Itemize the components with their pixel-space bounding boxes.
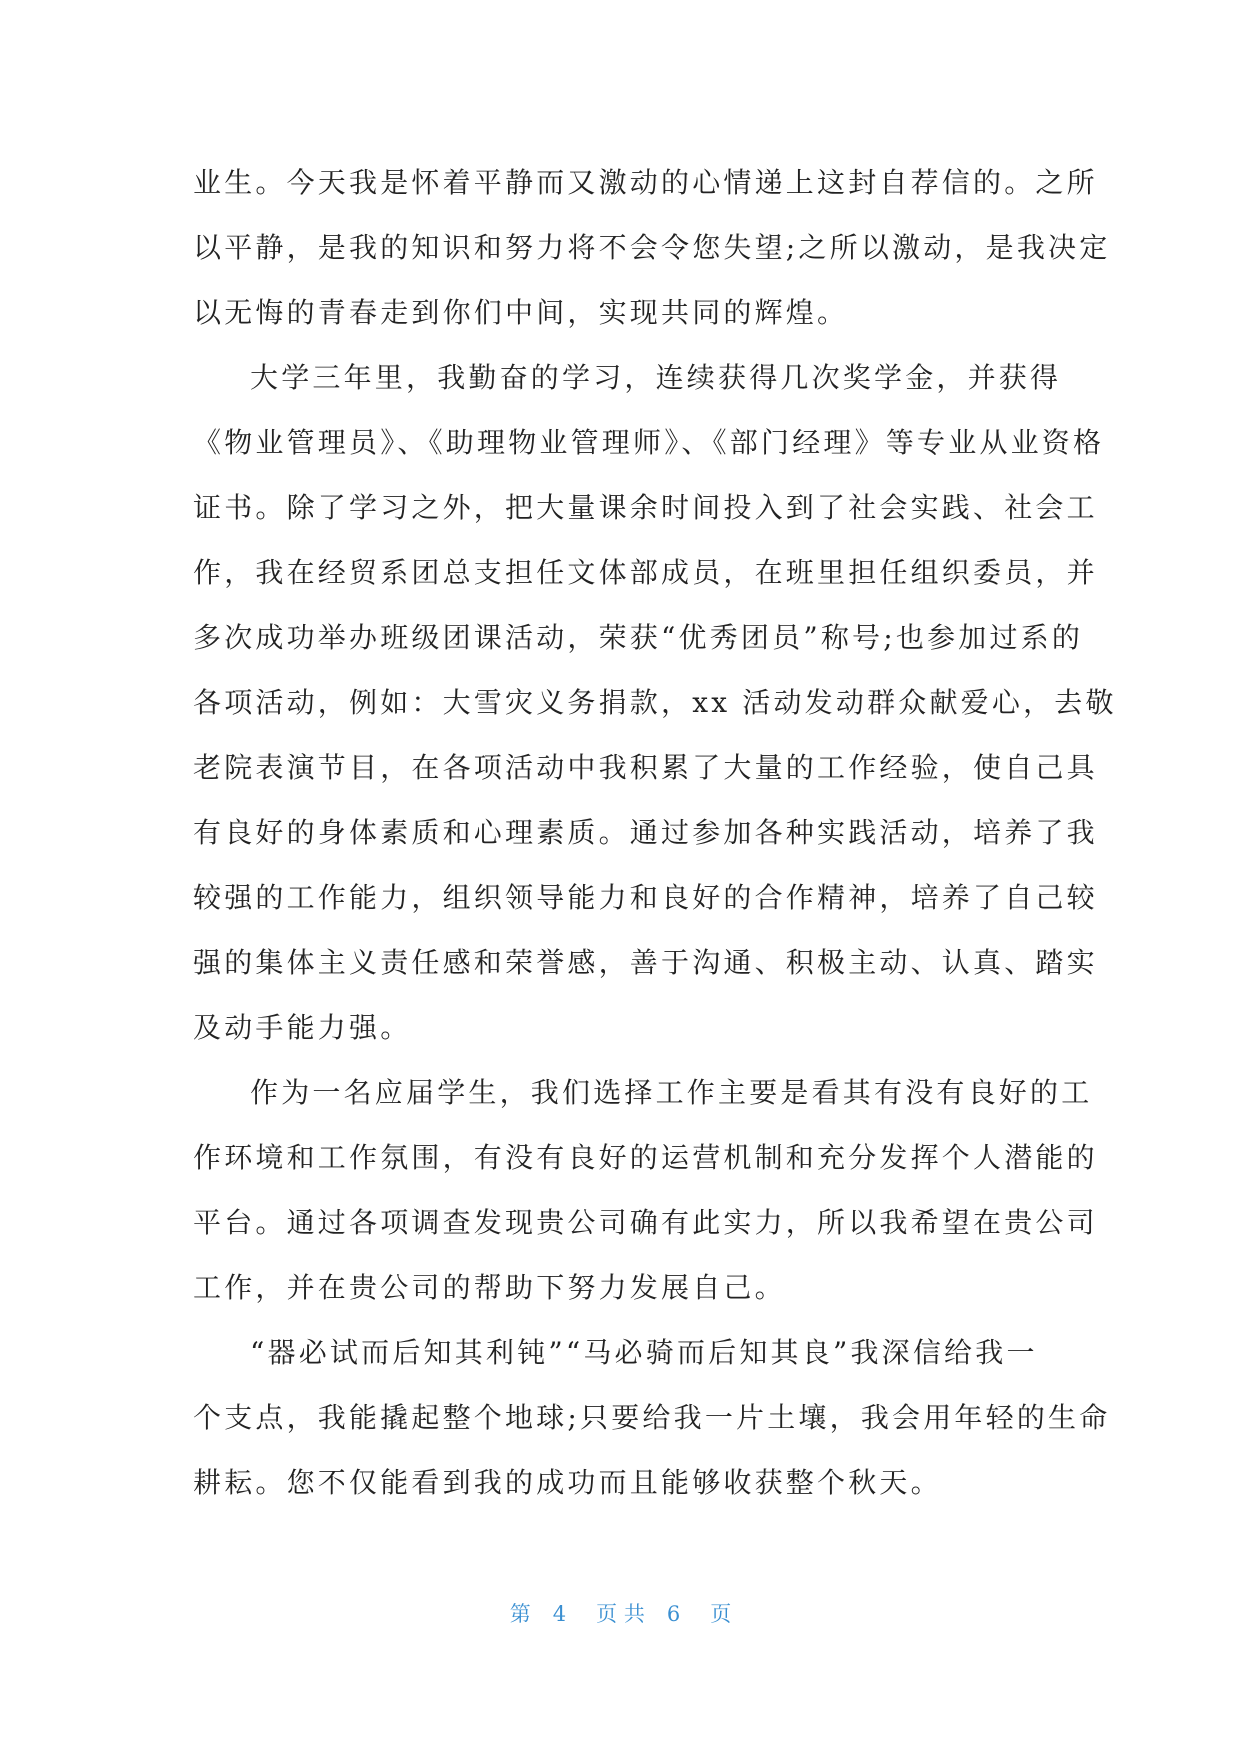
paragraph-line: 较强的工作能力，组织领导能力和良好的合作精神，培养了自己较 xyxy=(193,881,1098,914)
paragraph-line: 作为一名应届学生，我们选择工作主要是看其有没有良好的工 xyxy=(250,1076,1093,1109)
paragraph-line: 业生。今天我是怀着平静而又激动的心情递上这封自荐信的。之所 xyxy=(193,166,1098,199)
paragraph-line: 有良好的身体素质和心理素质。通过参加各种实践活动，培养了我 xyxy=(193,816,1098,849)
footer-page-number: 4 xyxy=(552,1602,567,1626)
paragraph-3 xyxy=(193,1060,1098,1320)
footer-middle: 页 共 xyxy=(596,1602,645,1626)
footer-suffix: 页 xyxy=(710,1602,732,1626)
paragraph-line: 《物业管理员》、《助理物业管理师》、《部门经理》等专业从业资格 xyxy=(193,426,1105,459)
paragraph-line: 及动手能力强。 xyxy=(193,1011,412,1044)
footer-prefix: 第 xyxy=(509,1602,531,1626)
paragraph-line: “器必试而后知其利钝”“马必骑而后知其良”我深信给我一 xyxy=(250,1336,1038,1369)
paragraph-4 xyxy=(193,1320,1111,1515)
page-footer xyxy=(0,1598,1241,1628)
paragraph-line: 证书。除了学习之外，把大量课余时间投入到了社会实践、社会工 xyxy=(193,491,1098,524)
paragraph-line: 强的集体主义责任感和荣誉感，善于沟通、积极主动、认真、踏实 xyxy=(193,946,1098,979)
footer-total-pages: 6 xyxy=(666,1602,681,1626)
paragraph-line: 大学三年里，我勤奋的学习，连续获得几次奖学金，并获得 xyxy=(250,361,1062,394)
paragraph-line: 老院表演节目，在各项活动中我积累了大量的工作经验，使自己具 xyxy=(193,751,1098,784)
paragraph-line: 各项活动，例如：大雪灾义务捐款，xx 活动发动群众献爱心，去敬 xyxy=(193,686,1117,719)
paragraph-1 xyxy=(193,150,1111,345)
paragraph-line: 作环境和工作氛围，有没有良好的运营机制和充分发挥个人潜能的 xyxy=(193,1141,1098,1174)
paragraph-line: 工作，并在贵公司的帮助下努力发展自己。 xyxy=(193,1271,786,1304)
paragraph-line: 以无悔的青春走到你们中间，实现共同的辉煌。 xyxy=(193,296,849,329)
paragraph-line: 平台。通过各项调查发现贵公司确有此实力，所以我希望在贵公司 xyxy=(193,1206,1098,1239)
document-body xyxy=(193,150,1117,1515)
paragraph-2 xyxy=(193,345,1117,1060)
paragraph-line: 耕耘。您不仅能看到我的成功而且能够收获整个秋天。 xyxy=(193,1466,942,1499)
paragraph-line: 以平静，是我的知识和努力将不会令您失望;之所以激动，是我决定 xyxy=(193,231,1111,264)
paragraph-line: 多次成功举办班级团课活动，荣获“优秀团员”称号;也参加过系的 xyxy=(193,621,1084,654)
paragraph-line: 个支点，我能撬起整个地球;只要给我一片土壤，我会用年轻的生命 xyxy=(193,1401,1111,1434)
paragraph-line: 作，我在经贸系团总支担任文体部成员，在班里担任组织委员，并 xyxy=(193,556,1098,589)
